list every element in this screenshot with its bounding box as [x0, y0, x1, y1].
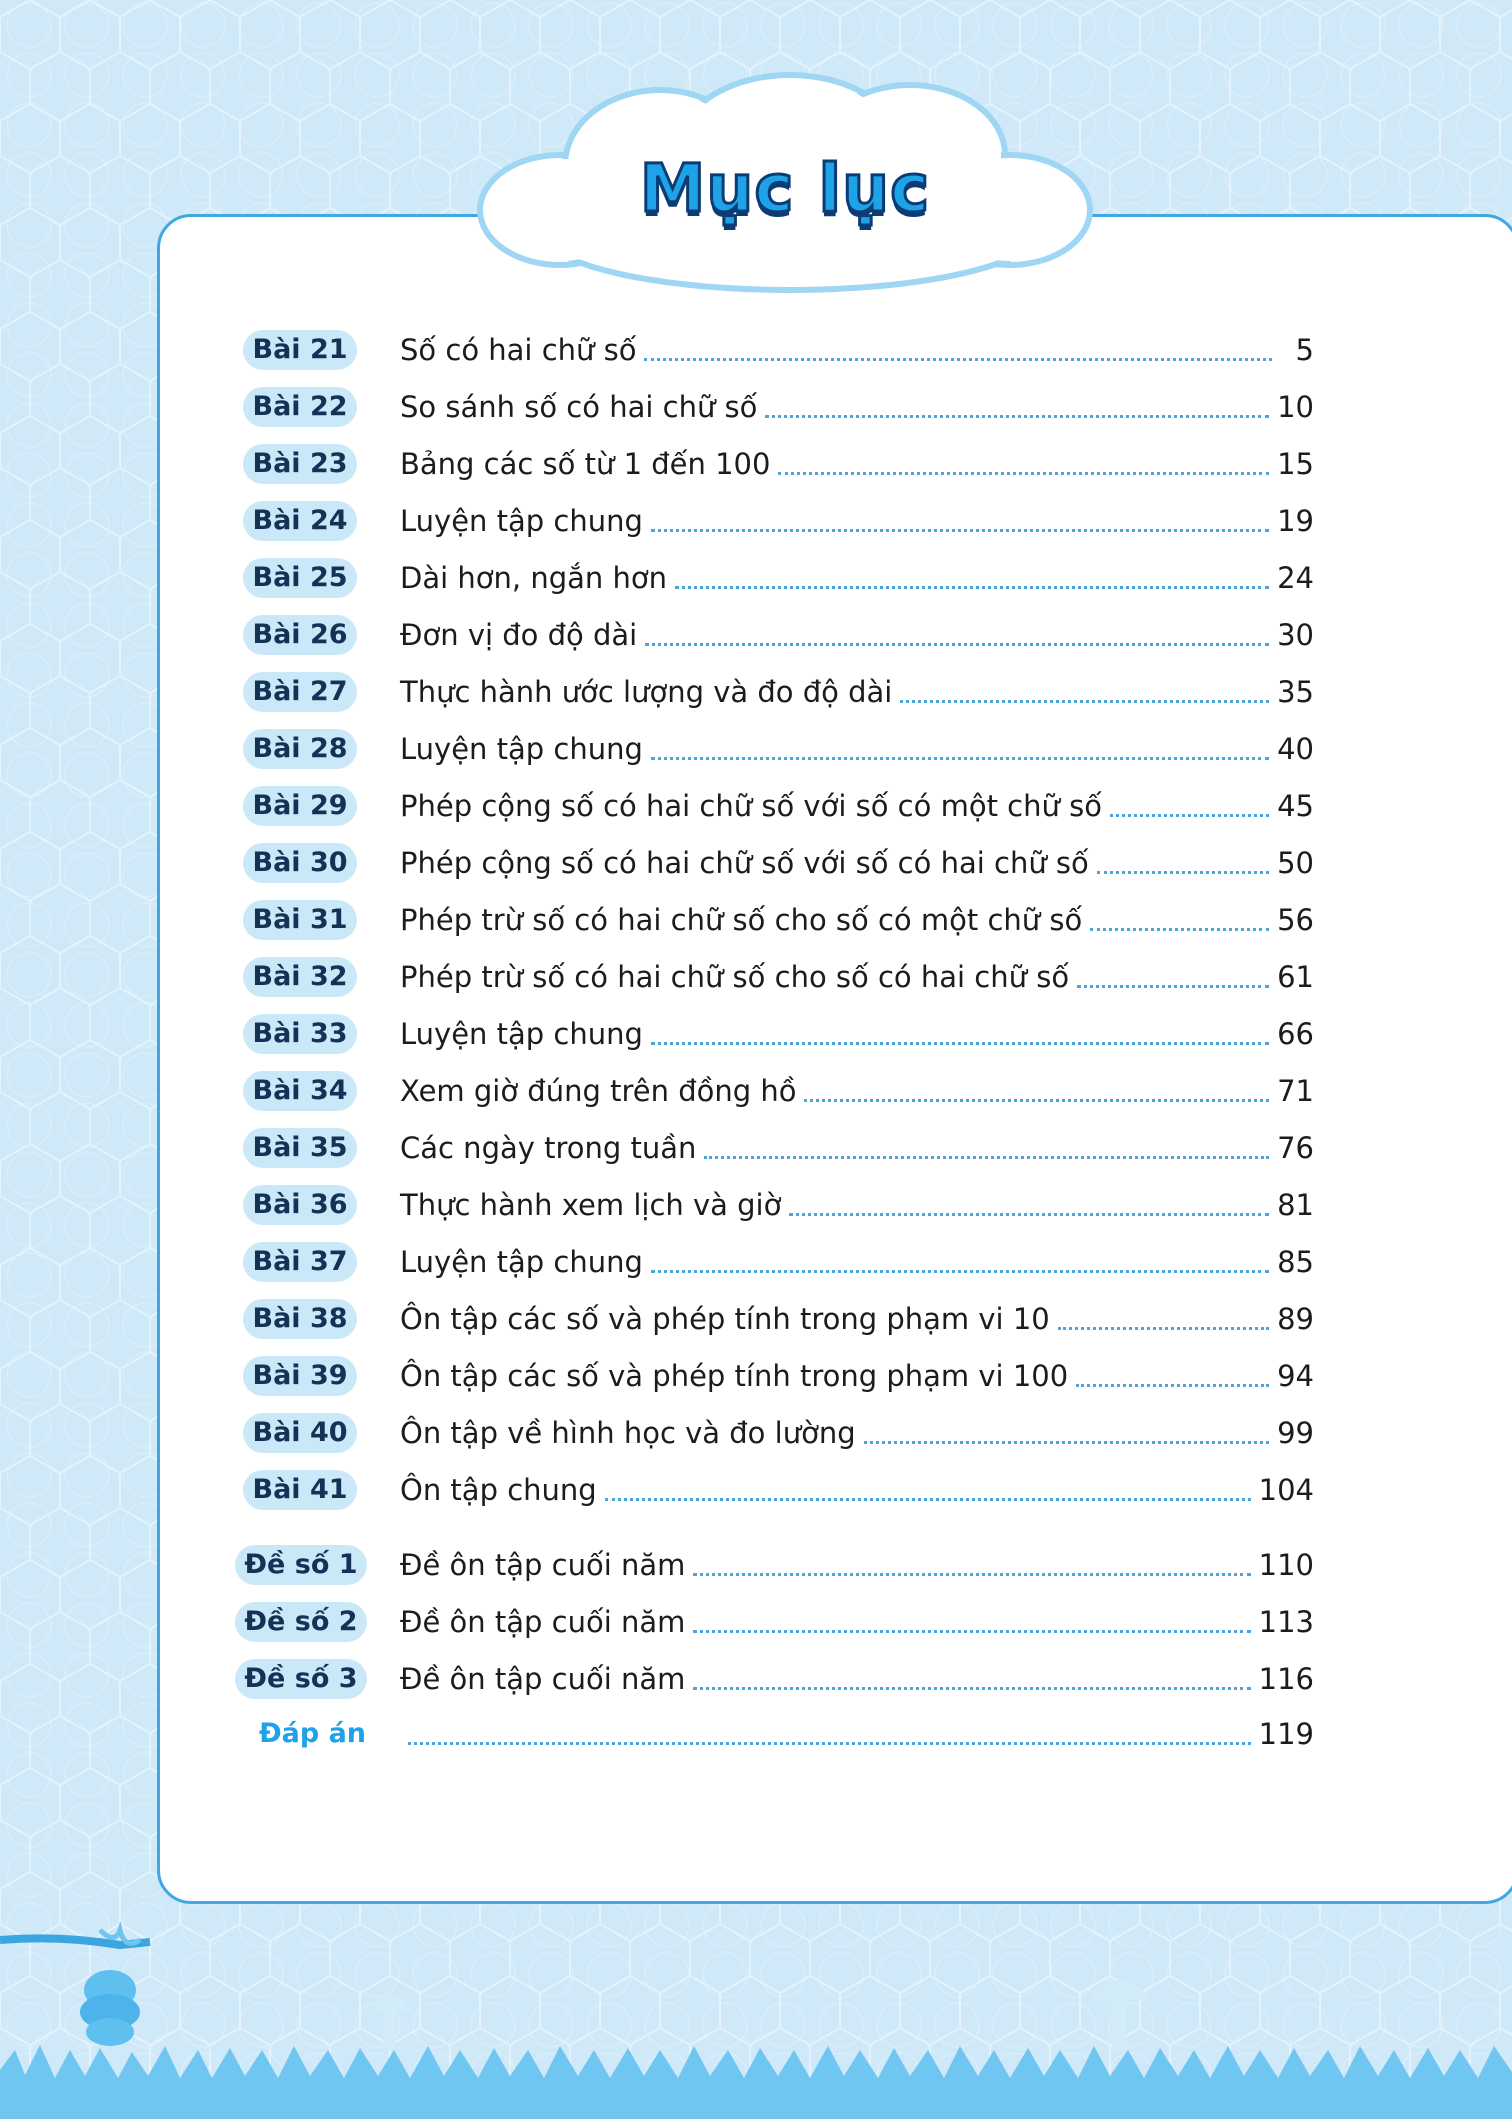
entry-line [400, 900, 1314, 940]
dot-leader [408, 1742, 1251, 1745]
entry-line [400, 558, 1314, 598]
entry-title: Ôn tập về hình học và đo lường [400, 1416, 856, 1450]
entry-line [400, 729, 1314, 769]
toc-entry-lesson[interactable] [243, 615, 1314, 655]
dot-leader [765, 415, 1269, 418]
entry-title: Phép cộng số có hai chữ số với số có một chữ số [400, 789, 1102, 823]
dot-leader [1097, 871, 1269, 874]
entry-line [400, 1242, 1314, 1282]
entry-line [400, 1356, 1314, 1396]
toc-entry-lesson[interactable] [243, 672, 1314, 712]
dot-leader [1110, 814, 1269, 817]
toc-entry-lesson[interactable] [243, 1299, 1314, 1339]
entry-title: Luyện tập chung [400, 1017, 643, 1051]
entry-page-number: 89 [1277, 1302, 1314, 1336]
entry-title: Xem giờ đúng trên đồng hồ [400, 1074, 797, 1108]
entry-page-number: 76 [1277, 1131, 1314, 1165]
toc-entry-lesson[interactable] [243, 558, 1314, 598]
toc-entry-lesson[interactable] [243, 843, 1314, 883]
entry-title: Phép cộng số có hai chữ số với số có hai chữ số [400, 846, 1089, 880]
dot-leader [900, 700, 1269, 703]
dot-leader [864, 1441, 1269, 1444]
toc-entry-lesson[interactable] [243, 1242, 1314, 1282]
entry-label-badge: Bài 38 [243, 1299, 357, 1339]
entry-page-number: 40 [1277, 732, 1314, 766]
entry-page-number: 45 [1277, 789, 1314, 823]
entry-page-number: 56 [1277, 903, 1314, 937]
entry-title: Bảng các số từ 1 đến 100 [400, 447, 771, 481]
dot-leader [651, 1042, 1269, 1045]
entry-line [400, 1071, 1314, 1111]
entry-line [400, 1659, 1314, 1699]
entry-line [400, 1413, 1314, 1453]
toc-entry-lesson[interactable] [243, 1014, 1314, 1054]
dot-leader [1077, 985, 1269, 988]
dot-leader [651, 757, 1269, 760]
entry-line [400, 1602, 1314, 1642]
entry-page-number: 15 [1277, 447, 1314, 481]
toc-entry-lesson[interactable] [243, 786, 1314, 826]
entry-label-badge: Bài 33 [243, 1014, 357, 1054]
entry-label-badge: Bài 23 [243, 444, 357, 484]
entry-page-number: 35 [1277, 675, 1314, 709]
entry-label-badge: Bài 40 [243, 1413, 357, 1453]
entry-line [400, 444, 1314, 484]
entry-page-number: 61 [1277, 960, 1314, 994]
toc-entry-test[interactable] [243, 1602, 1314, 1642]
entry-label-badge: Bài 27 [243, 672, 357, 712]
toc-entry-lesson[interactable] [243, 1413, 1314, 1453]
entry-label-badge: Đề số 2 [235, 1602, 367, 1642]
entry-label-badge: Bài 39 [243, 1356, 357, 1396]
entry-title: Thực hành xem lịch và giờ [400, 1188, 782, 1222]
entry-line [400, 1299, 1314, 1339]
entry-line [400, 1714, 1314, 1754]
entry-page-number: 71 [1277, 1074, 1314, 1108]
entry-title: Dài hơn, ngắn hơn [400, 561, 667, 595]
dot-leader [645, 643, 1269, 646]
entry-line [400, 387, 1314, 427]
entry-label-badge: Bài 25 [243, 558, 357, 598]
entry-page-number: 66 [1277, 1017, 1314, 1051]
toc-entry-lesson[interactable] [243, 1185, 1314, 1225]
toc-entry-lesson[interactable] [243, 1470, 1314, 1510]
entry-line [400, 1185, 1314, 1225]
toc-entry-lesson[interactable] [243, 1128, 1314, 1168]
toc-entry-lesson[interactable] [243, 387, 1314, 427]
toc-entry-lesson[interactable] [243, 501, 1314, 541]
entry-page-number: 119 [1258, 1717, 1314, 1751]
entry-label-badge: Bài 28 [243, 729, 357, 769]
toc-entry-test[interactable] [243, 1659, 1314, 1699]
entry-label-badge: Đề số 3 [235, 1659, 367, 1699]
entry-page-number: 10 [1277, 390, 1314, 424]
toc-entry-lesson[interactable] [243, 1071, 1314, 1111]
entry-page-number: 5 [1295, 333, 1314, 367]
entry-page-number: 94 [1277, 1359, 1314, 1393]
toc-entry-test[interactable] [243, 1545, 1314, 1585]
entry-title: Ôn tập các số và phép tính trong phạm vi 100 [400, 1359, 1069, 1393]
dot-leader [693, 1687, 1250, 1690]
entry-title: Ôn tập chung [400, 1473, 597, 1507]
entry-line [400, 1545, 1314, 1585]
dot-leader [675, 586, 1269, 589]
entry-page-number: 19 [1277, 504, 1314, 538]
entry-line [400, 1014, 1314, 1054]
entry-page-number: 113 [1258, 1605, 1314, 1639]
entry-page-number: 81 [1277, 1188, 1314, 1222]
entry-title: Thực hành ước lượng và đo độ dài [400, 675, 893, 709]
entry-title: Phép trừ số có hai chữ số cho số có một chữ số [400, 903, 1083, 937]
entry-line [400, 843, 1314, 883]
entry-title: Phép trừ số có hai chữ số cho số có hai chữ số [400, 960, 1070, 994]
entry-label-badge: Bài 24 [243, 501, 357, 541]
entry-line [400, 957, 1314, 997]
dot-leader [644, 358, 1272, 361]
entry-page-number: 116 [1258, 1662, 1314, 1696]
entry-label-badge: Bài 26 [243, 615, 357, 655]
entry-line [400, 615, 1314, 655]
toc-entry-lesson[interactable] [243, 330, 1314, 370]
entry-label-badge: Đề số 1 [235, 1545, 367, 1585]
dot-leader [651, 529, 1269, 532]
dot-leader [693, 1573, 1250, 1576]
dot-leader [605, 1498, 1251, 1501]
grass-decoration [0, 1900, 1512, 2119]
toc-entry-lesson[interactable] [243, 957, 1314, 997]
entry-title: Đề ôn tập cuối năm [400, 1662, 686, 1696]
entry-page-number: 99 [1277, 1416, 1314, 1450]
dot-leader [1090, 928, 1269, 931]
toc-entry-lesson[interactable] [243, 444, 1314, 484]
entry-label-badge: Bài 21 [243, 330, 357, 370]
toc-entry-lesson[interactable] [243, 900, 1314, 940]
entry-line [400, 1128, 1314, 1168]
toc-entry-answers[interactable] [243, 1714, 1314, 1754]
entry-page-number: 50 [1277, 846, 1314, 880]
dot-leader [789, 1213, 1269, 1216]
entry-page-number: 104 [1258, 1473, 1314, 1507]
dot-leader [778, 472, 1269, 475]
page-title: Mục lục [639, 150, 931, 227]
entry-title: Luyện tập chung [400, 732, 643, 766]
entry-title: Luyện tập chung [400, 1245, 643, 1279]
entry-label-badge: Bài 36 [243, 1185, 357, 1225]
entry-title: Đề ôn tập cuối năm [400, 1548, 686, 1582]
entry-label-badge: Bài 32 [243, 957, 357, 997]
entry-line [400, 330, 1314, 370]
entry-label-badge: Bài 30 [243, 843, 357, 883]
entry-label-badge: Bài 22 [243, 387, 357, 427]
entry-label-badge: Bài 41 [243, 1470, 357, 1510]
entry-label-badge: Bài 29 [243, 786, 357, 826]
entry-label-badge: Bài 37 [243, 1242, 357, 1282]
entry-line [400, 501, 1314, 541]
entry-line [400, 672, 1314, 712]
dot-leader [651, 1270, 1269, 1273]
toc-entry-lesson[interactable] [243, 1356, 1314, 1396]
entry-title: Đơn vị đo độ dài [400, 618, 638, 652]
entry-title: Các ngày trong tuần [400, 1131, 697, 1165]
entry-page-number: 110 [1258, 1548, 1314, 1582]
entry-label-badge: Bài 34 [243, 1071, 357, 1111]
dot-leader [804, 1099, 1269, 1102]
entry-label-badge: Đáp án [259, 1718, 367, 1749]
entry-title: Số có hai chữ số [400, 333, 637, 367]
entry-page-number: 30 [1277, 618, 1314, 652]
entry-label-badge: Bài 35 [243, 1128, 357, 1168]
entry-title: Luyện tập chung [400, 504, 643, 538]
dot-leader [1058, 1327, 1269, 1330]
entry-line [400, 786, 1314, 826]
entry-title: So sánh số có hai chữ số [400, 390, 758, 424]
toc-entry-lesson[interactable] [243, 729, 1314, 769]
dot-leader [704, 1156, 1269, 1159]
entry-page-number: 24 [1277, 561, 1314, 595]
entry-title: Đề ôn tập cuối năm [400, 1605, 686, 1639]
entry-label-badge: Bài 31 [243, 900, 357, 940]
entry-line [400, 1470, 1314, 1510]
dot-leader [1076, 1384, 1269, 1387]
entry-title: Ôn tập các số và phép tính trong phạm vi 10 [400, 1302, 1050, 1336]
dot-leader [693, 1630, 1250, 1633]
entry-page-number: 85 [1277, 1245, 1314, 1279]
